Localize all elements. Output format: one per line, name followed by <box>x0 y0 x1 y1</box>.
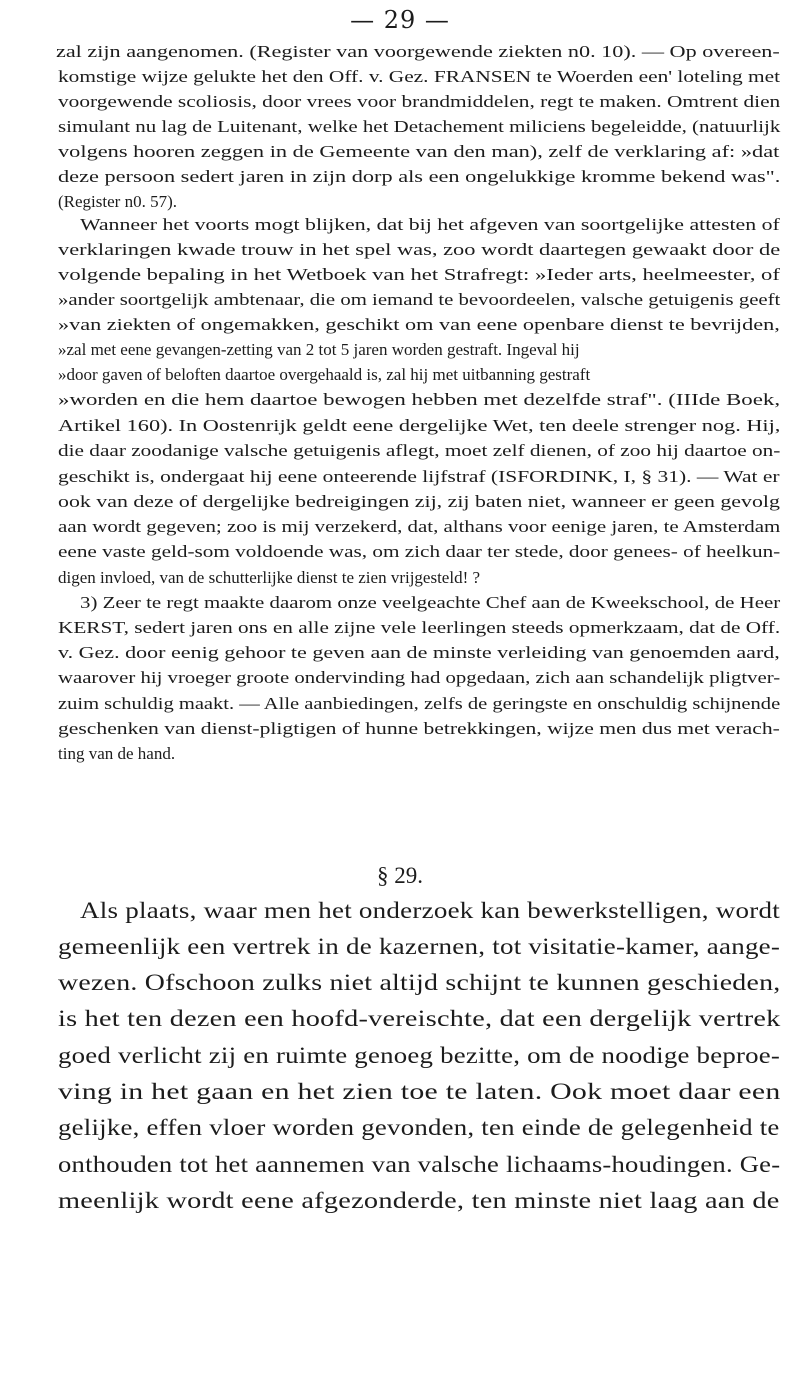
footnote-line: eene vaste geld-som voldoende was, om zich daar ter stede, door genees- of heelkun- <box>58 542 781 561</box>
footnote-line: Wanneer het voorts mogt blijken, dat bij het afgeven van soortgelijke attesten of <box>80 215 780 234</box>
section-heading: § 29. <box>377 863 423 888</box>
footnote-line: ook van deze of dergelijke bedreigingen zij, zij baten niet, wanneer er geen gevolg <box>58 492 780 511</box>
footnote-line: KERST, sedert jaren ons en alle zijne vele leerlingen steeds opmerkzaam, dat de Off. <box>58 618 781 637</box>
body-line: meenlijk wordt eene afgezonderde, ten minste niet laag aan de <box>58 1188 780 1213</box>
footnote-line: »worden en die hem daartoe bewogen hebben met dezelfde straf". (IIIde Boek, <box>58 390 781 409</box>
footnote-line: geschenken van dienst-pligtigen of hunne betrekkingen, wijze men dus met verach- <box>58 719 780 738</box>
footnote-line: deze persoon sedert jaren in zijn dorp als een ongelukkige kromme bekend was". <box>58 167 781 186</box>
footnote-line: zuim schuldig maakt. — Alle aanbiedingen, zelfs de geringste en onschuldig schijnende <box>58 694 781 713</box>
page-number: — 29 — <box>350 6 450 34</box>
footnote-line: digen invloed, van de schutterlijke dienst te zien vrijgesteld! ? <box>58 568 481 587</box>
footnote-line: Artikel 160). In Oostenrijk geldt eene dergelijke Wet, ten deele strenger nog. Hij, <box>58 416 781 435</box>
footnote-line: zal zijn aangenomen. (Register van voorgewende ziekten n0. 10). — Op overeen- <box>56 42 780 61</box>
body-line: Als plaats, waar men het onderzoek kan bewerkstelligen, wordt <box>80 898 780 923</box>
body-line: gemeenlijk een vertrek in de kazernen, tot visitatie-kamer, aange- <box>58 934 781 959</box>
footnote-line: (Register n0. 57). <box>58 192 177 211</box>
footnote-line: waarover hij vroeger groote ondervinding had opgedaan, zich aan schandelijk pligtver- <box>58 668 781 687</box>
footnote-line: »door gaven of beloften daartoe overgehaald is, zal hij met uitbanning gestraft <box>58 365 591 384</box>
footnote-line: geschikt is, ondergaat hij eene onteerende lijfstraf (ISFORDINK, I, § 31). — Wat er <box>58 467 780 486</box>
body-line: wezen. Ofschoon zulks niet altijd schijnt te kunnen geschieden, <box>58 970 781 995</box>
footnote-line: ting van de hand. <box>58 744 176 763</box>
footnote-line: »ander soortgelijk ambtenaar, die om iemand te bevoordeelen, valsche getuigenis geeft <box>58 290 781 309</box>
footnote-line: verklaringen kwade trouw in het spel was, zoo wordt daartegen gewaakt door de <box>58 240 781 259</box>
footnote-line: 3) Zeer te regt maakte daarom onze veelgeachte Chef aan de Kweekschool, de Heer <box>80 593 781 612</box>
footnote-line: simulant nu lag de Luitenant, welke het Detachement miliciens begeleidde, (natuurlijk <box>58 117 781 136</box>
footnote-line: voorgewende scoliosis, door vrees voor brandmiddelen, regt te maken. Omtrent dien <box>58 92 781 111</box>
footnote-line: komstige wijze gelukte het den Off. v. Gez. FRANSEN te Woerden een' loteling met <box>58 67 780 86</box>
body-line: goed verlicht zij en ruimte genoeg bezitte, om de noodige beproe- <box>58 1043 781 1068</box>
body-line: gelijke, effen vloer worden gevonden, ten einde de gelegenheid te <box>58 1115 780 1140</box>
footnote-line: »van ziekten of ongemakken, geschikt om van eene openbare dienst te bevrijden, <box>58 315 780 334</box>
footnote-line: volgende bepaling in het Wetboek van het Strafregt: »Ieder arts, heelmeester, of <box>58 265 780 284</box>
footnote-line: aan wordt gegeven; zoo is mij verzekerd, dat, althans voor eenige jaren, te Amsterdam <box>58 517 781 536</box>
footnote-line: v. Gez. door eenig gehoor te geven aan de minste verleiding van genoemden aard, <box>58 643 780 662</box>
body-line: onthouden tot het aannemen van valsche lichaams-houdingen. Ge- <box>58 1152 781 1177</box>
body-line: is het ten dezen een hoofd-vereischte, dat een dergelijk vertrek <box>58 1006 781 1031</box>
footnote-line: »zal met eene gevangen-zetting van 2 tot 5 jaren worden gestraft. Ingeval hij <box>58 340 580 359</box>
body-line: ving in het gaan en het zien toe te laten. Ook moet daar een <box>58 1079 781 1104</box>
footnote-line: die daar zoodanige valsche getuigenis aflegt, moet zelf dienen, of zoo hij daartoe on- <box>58 441 781 460</box>
footnote-line: volgens hooren zeggen in de Gemeente van den man), zelf de verklaring af: »dat <box>58 142 780 161</box>
